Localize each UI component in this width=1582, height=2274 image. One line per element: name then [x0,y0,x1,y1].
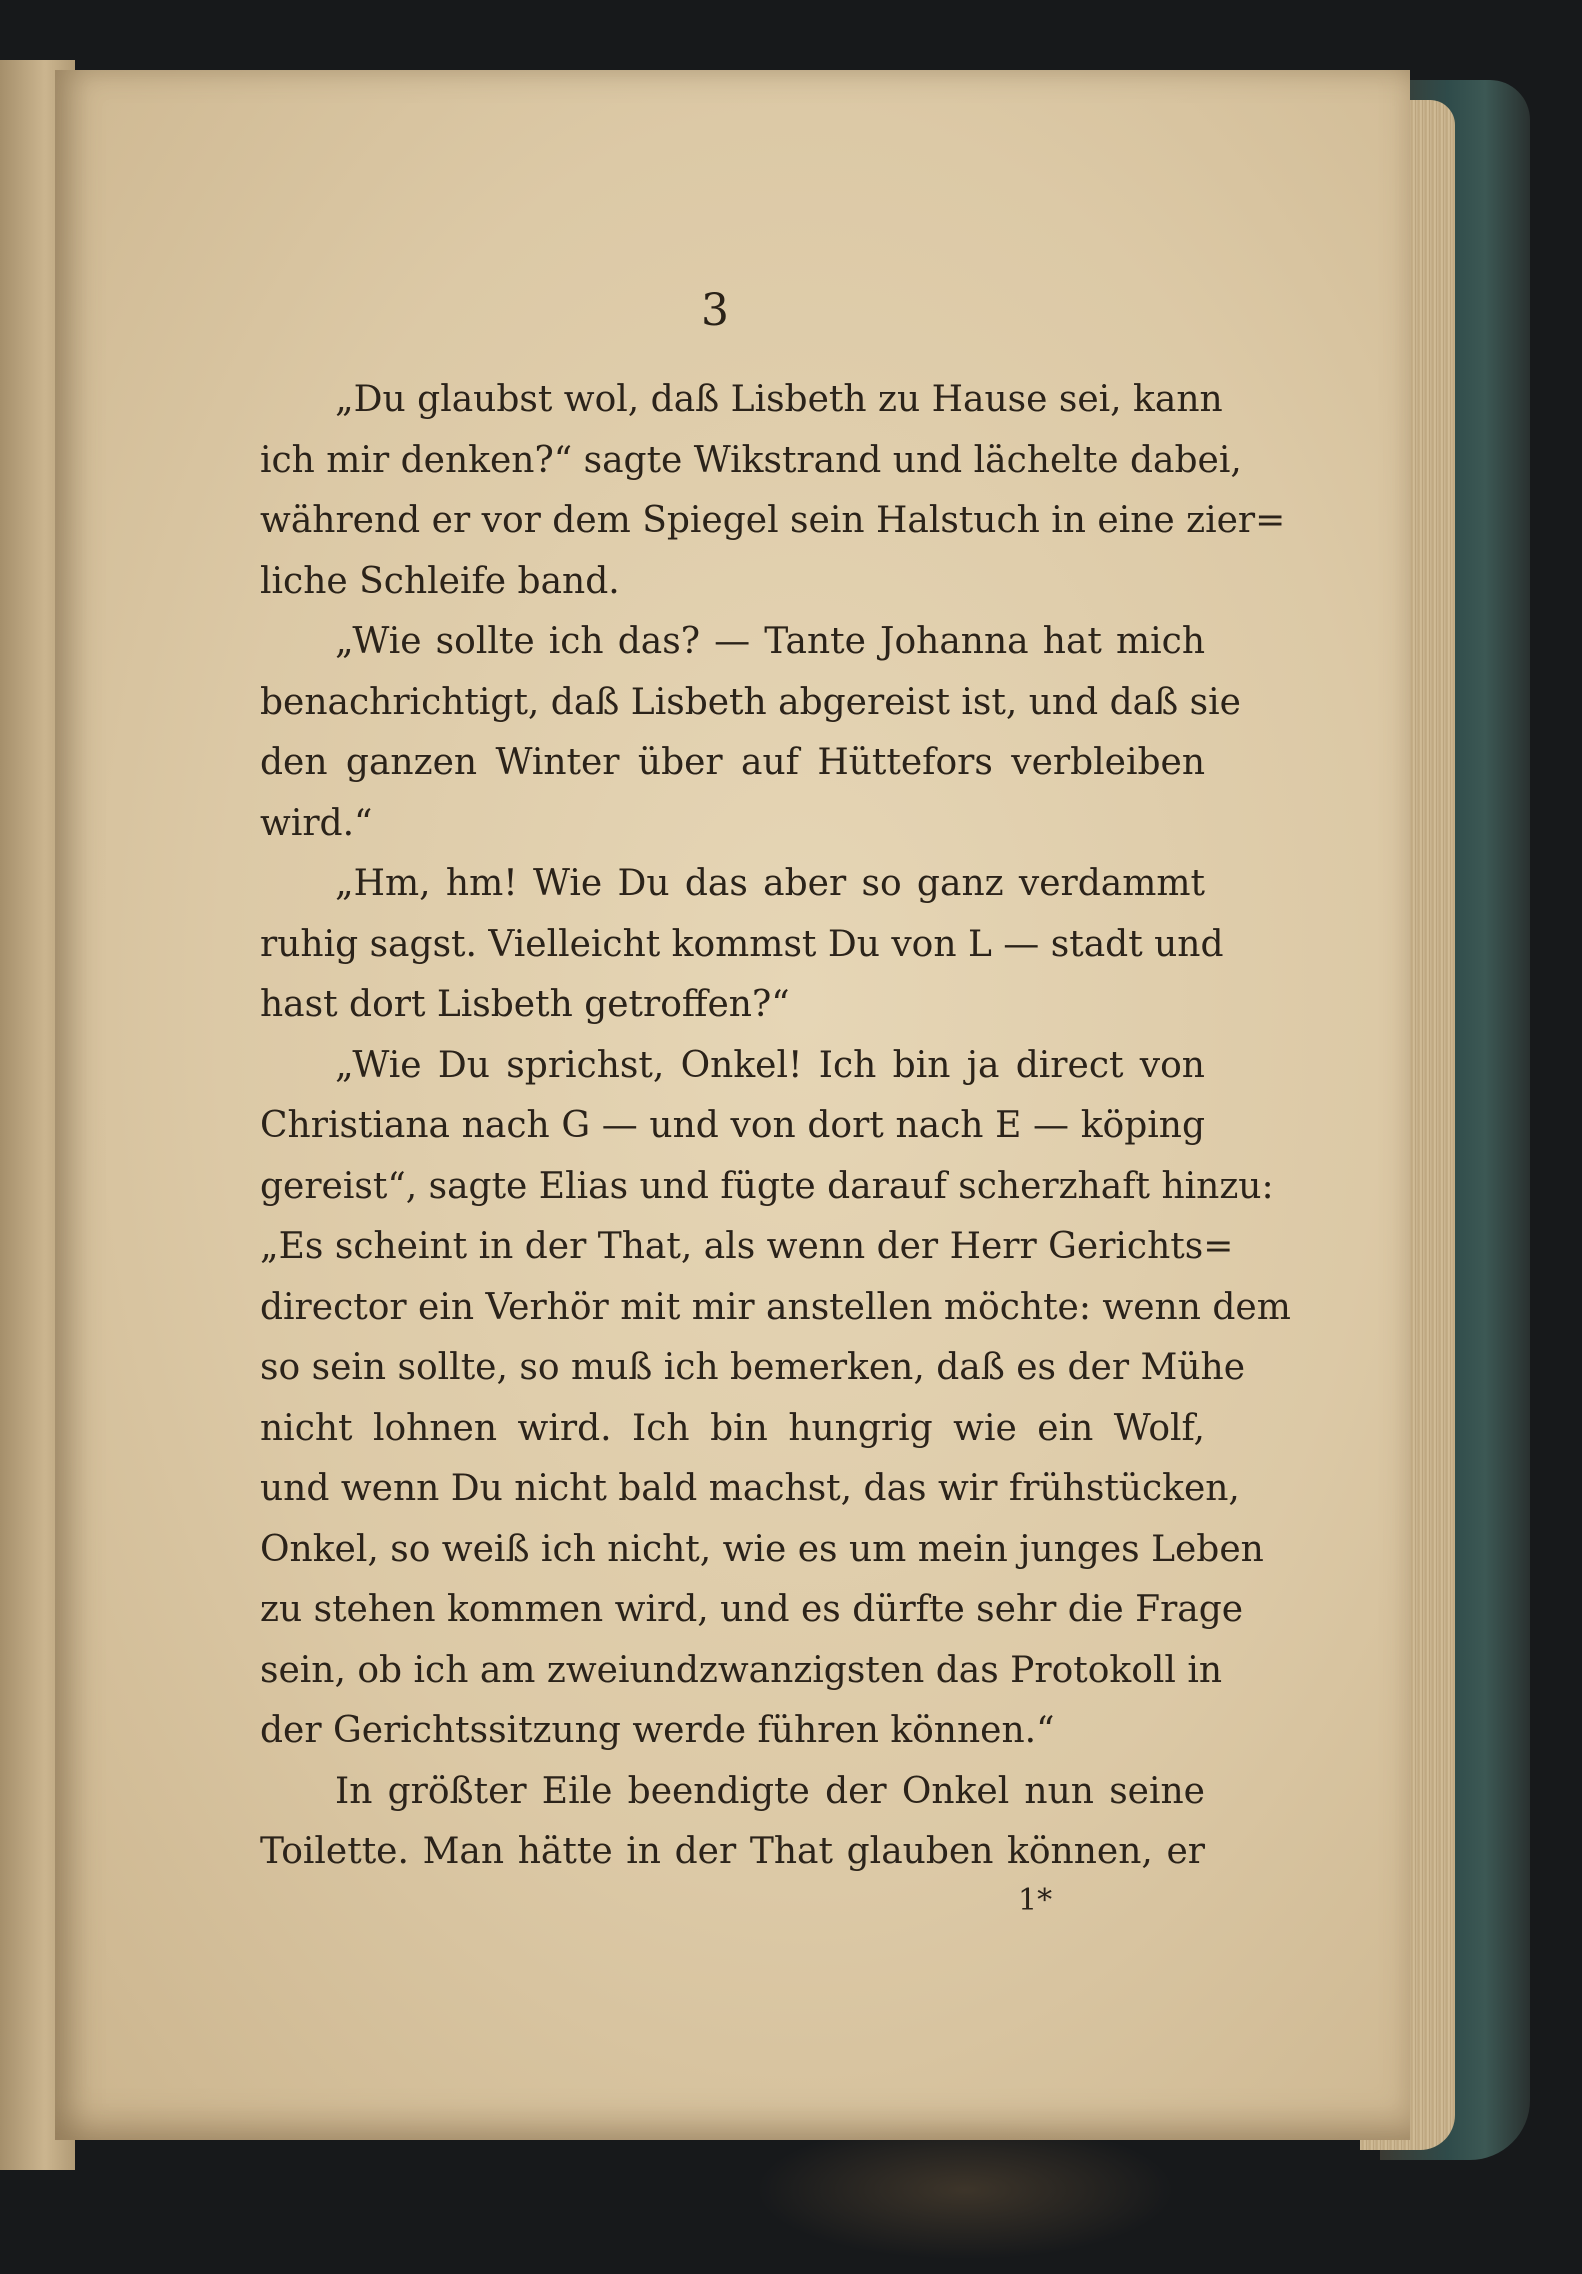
text-line: hast dort Lisbeth getroffen?“ [260,984,790,1025]
text-line: gereist“, sagte Elias und fügte darauf scherzhaft hinzu: [260,1165,1274,1207]
page-stain [755,2120,1175,2260]
body-text [260,370,1291,1883]
text-line: Onkel, so weiß ich nicht, wie es um mein junges Leben [260,1528,1264,1570]
text-line: sein, ob ich am zweiundzwanzigsten das Protokoll in [260,1649,1223,1691]
text-line: wird.“ [260,802,373,844]
text-line: zu stehen kommen wird, und es dürfte sehr die Frage [260,1589,1244,1630]
text-line: den ganzen Winter über auf Hüttefors verbleiben [260,742,1205,783]
text-line: während er vor dem Spiegel sein Halstuch in eine zier= [260,500,1286,541]
text-line: Christiana nach G — und von dort nach E — köping [260,1105,1205,1146]
text-line: und wenn Du nicht bald machst, das wir frühstücken, [260,1468,1240,1509]
signature-mark: 1* [1018,1883,1053,1918]
text-line: „Hm, hm! Wie Du das aber so ganz verdammt [335,863,1205,904]
text-line: „Du glaubst wol, daß Lisbeth zu Hause sei, kann [335,379,1223,420]
text-line: Toilette. Man hätte in der That glauben können, er [260,1831,1205,1872]
text-line: nicht lohnen wird. Ich bin hungrig wie ein Wolf, [260,1407,1205,1449]
page-number: 3 [701,285,729,336]
text-line: ich mir denken?“ sagte Wikstrand und lächelte dabei, [260,439,1242,481]
text-line: In größter Eile beendigte der Onkel nun seine [335,1770,1205,1812]
text-line: ruhig sagst. Vielleicht kommst Du von L — stadt und [260,923,1224,965]
text-line: liche Schleife band. [260,560,620,602]
text-line: „Wie sollte ich das? — Tante Johanna hat mich [335,621,1205,662]
text-line: „Wie Du sprichst, Onkel! Ich bin ja direct von [335,1044,1205,1086]
text-line: „Es scheint in der That, als wenn der Herr Gerichts= [260,1226,1234,1267]
text-line: director ein Verhör mit mir anstellen möchte: wenn dem [260,1286,1291,1328]
text-line: der Gerichtssitzung werde führen können.“ [260,1710,1055,1751]
text-line: benachrichtigt, daß Lisbeth abgereist ist, und daß sie [260,681,1241,723]
text-line: so sein sollte, so muß ich bemerken, daß es der Mühe [260,1347,1246,1388]
